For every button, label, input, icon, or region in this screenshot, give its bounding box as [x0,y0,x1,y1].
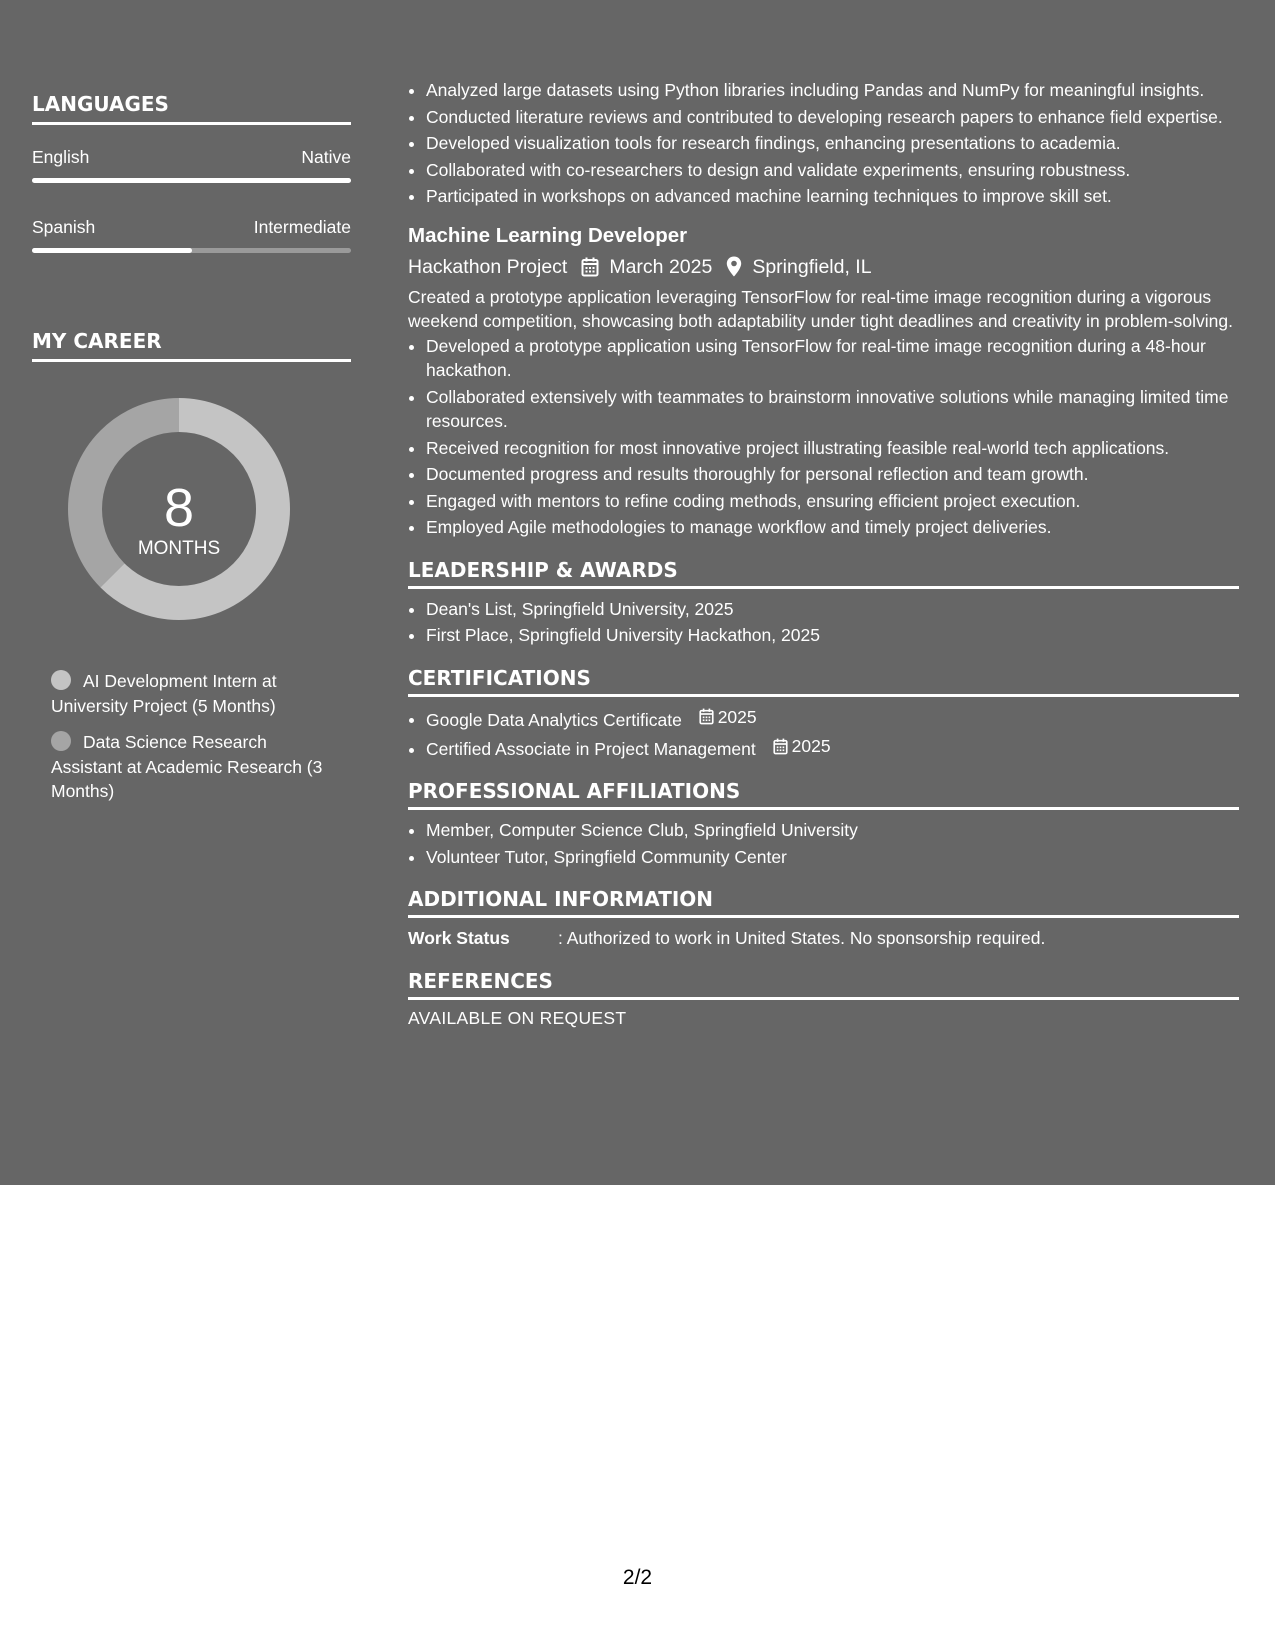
language-item [32,147,351,183]
certification-year: 2025 [717,706,757,727]
leadership-heading: LEADERSHIP & AWARDS [408,558,1239,589]
career-legend-label: AI Development Intern at University Project (5 Months) [51,671,277,716]
list-item: • Analyzed large datasets using Python libraries including Pandas and NumPy for meaningful insights. [426,78,1239,103]
list-item [426,705,1239,732]
list-item: • Collaborated with co-researchers to design and validate experiments, ensuring robustness. [426,158,1239,183]
job-title: Machine Learning Developer [408,223,688,247]
list-item: • Employed Agile methodologies to manage workflow and timely project deliveries. [426,515,1239,540]
language-name: Spanish [32,217,96,237]
language-proficiency-fill [32,178,351,183]
career-legend [51,669,341,804]
leadership-list [408,597,1239,648]
language-level: Intermediate [253,217,351,237]
career-total-unit: MONTHS [137,538,221,559]
job-description: Created a prototype application leveraging TensorFlow for real-time image recognition during a vigorous weekend competition, showcasing both adaptability under tight deadlines and creativity in problem-solving. [408,286,1233,331]
certification-name: Google Data Analytics Certificate [426,709,682,730]
certifications-heading: CERTIFICATIONS [408,666,1239,697]
list-item: • Dean's List, Springfield University, 2025 [426,597,1239,622]
work-status-value: : Authorized to work in United States. No sponsorship required. [558,928,1046,948]
experience-bullets [408,78,1239,209]
list-item: • Engaged with mentors to refine coding methods, ensuring efficient project execution. [426,489,1239,514]
language-proficiency-bar [32,178,351,183]
career-donut-chart [32,396,351,636]
work-status-label: Work Status [408,928,510,948]
language-proficiency-fill [32,248,192,253]
sidebar [32,92,351,816]
affiliations-list [408,818,1239,869]
page-number: 2/2 [622,1566,653,1589]
legend-dot-icon [51,731,71,751]
list-item: • Developed visualization tools for research findings, enhancing presentations to academia. [426,131,1239,156]
list-item: • Received recognition for most innovative project illustrating feasible real-world tech applications. [426,436,1239,461]
job-company: Hackathon Project [408,255,568,278]
main-column [408,78,1239,1029]
list-item [426,734,1239,761]
languages-heading: LANGUAGES [32,92,351,125]
career-total-number: 8 [163,478,195,538]
list-item: • Volunteer Tutor, Springfield Community Center [426,845,1239,870]
affiliations-heading: PROFESSIONAL AFFILIATIONS [408,779,1239,810]
work-status-row [408,926,1239,951]
language-name: English [32,147,90,167]
additional-info-heading: ADDITIONAL INFORMATION [408,887,1239,918]
calendar-icon [581,257,599,277]
language-proficiency-bar [32,248,351,253]
career-legend-item [51,730,341,804]
calendar-icon [699,708,714,725]
location-pin-icon [726,256,742,277]
references-heading: REFERENCES [408,969,1239,1000]
career-legend-label: Data Science Research Assistant at Academic Research (3 Months) [51,732,323,801]
list-item: • First Place, Springfield University Hackathon, 2025 [426,623,1239,648]
list-item: • Member, Computer Science Club, Springfield University [426,818,1239,843]
list-item: • Developed a prototype application using TensorFlow for real-time image recognition during a 48-hour hackathon. [426,334,1239,383]
legend-dot-icon [51,670,71,690]
language-level: Native [301,147,351,167]
list-item: • Conducted literature reviews and contributed to developing research papers to enhance field expertise. [426,105,1239,130]
certifications-list [408,705,1239,762]
certification-year: 2025 [791,735,831,756]
language-item [32,217,351,253]
career-legend-item [51,669,341,718]
list-item: • Collaborated extensively with teammates to brainstorm innovative solutions while managing limited time resources. [426,385,1239,434]
job-location: Springfield, IL [752,255,872,278]
calendar-icon [773,738,788,755]
certification-name: Certified Associate in Project Management [426,738,756,759]
job-date: March 2025 [609,255,713,278]
job-bullets [408,334,1239,540]
job-meta [408,252,1239,282]
list-item: • Participated in workshops on advanced machine learning techniques to improve skill set. [426,184,1239,209]
list-item: • Documented progress and results thoroughly for personal reflection and team growth. [426,462,1239,487]
references-text: AVAILABLE ON REQUEST [408,1007,627,1028]
career-heading: MY CAREER [32,329,351,362]
